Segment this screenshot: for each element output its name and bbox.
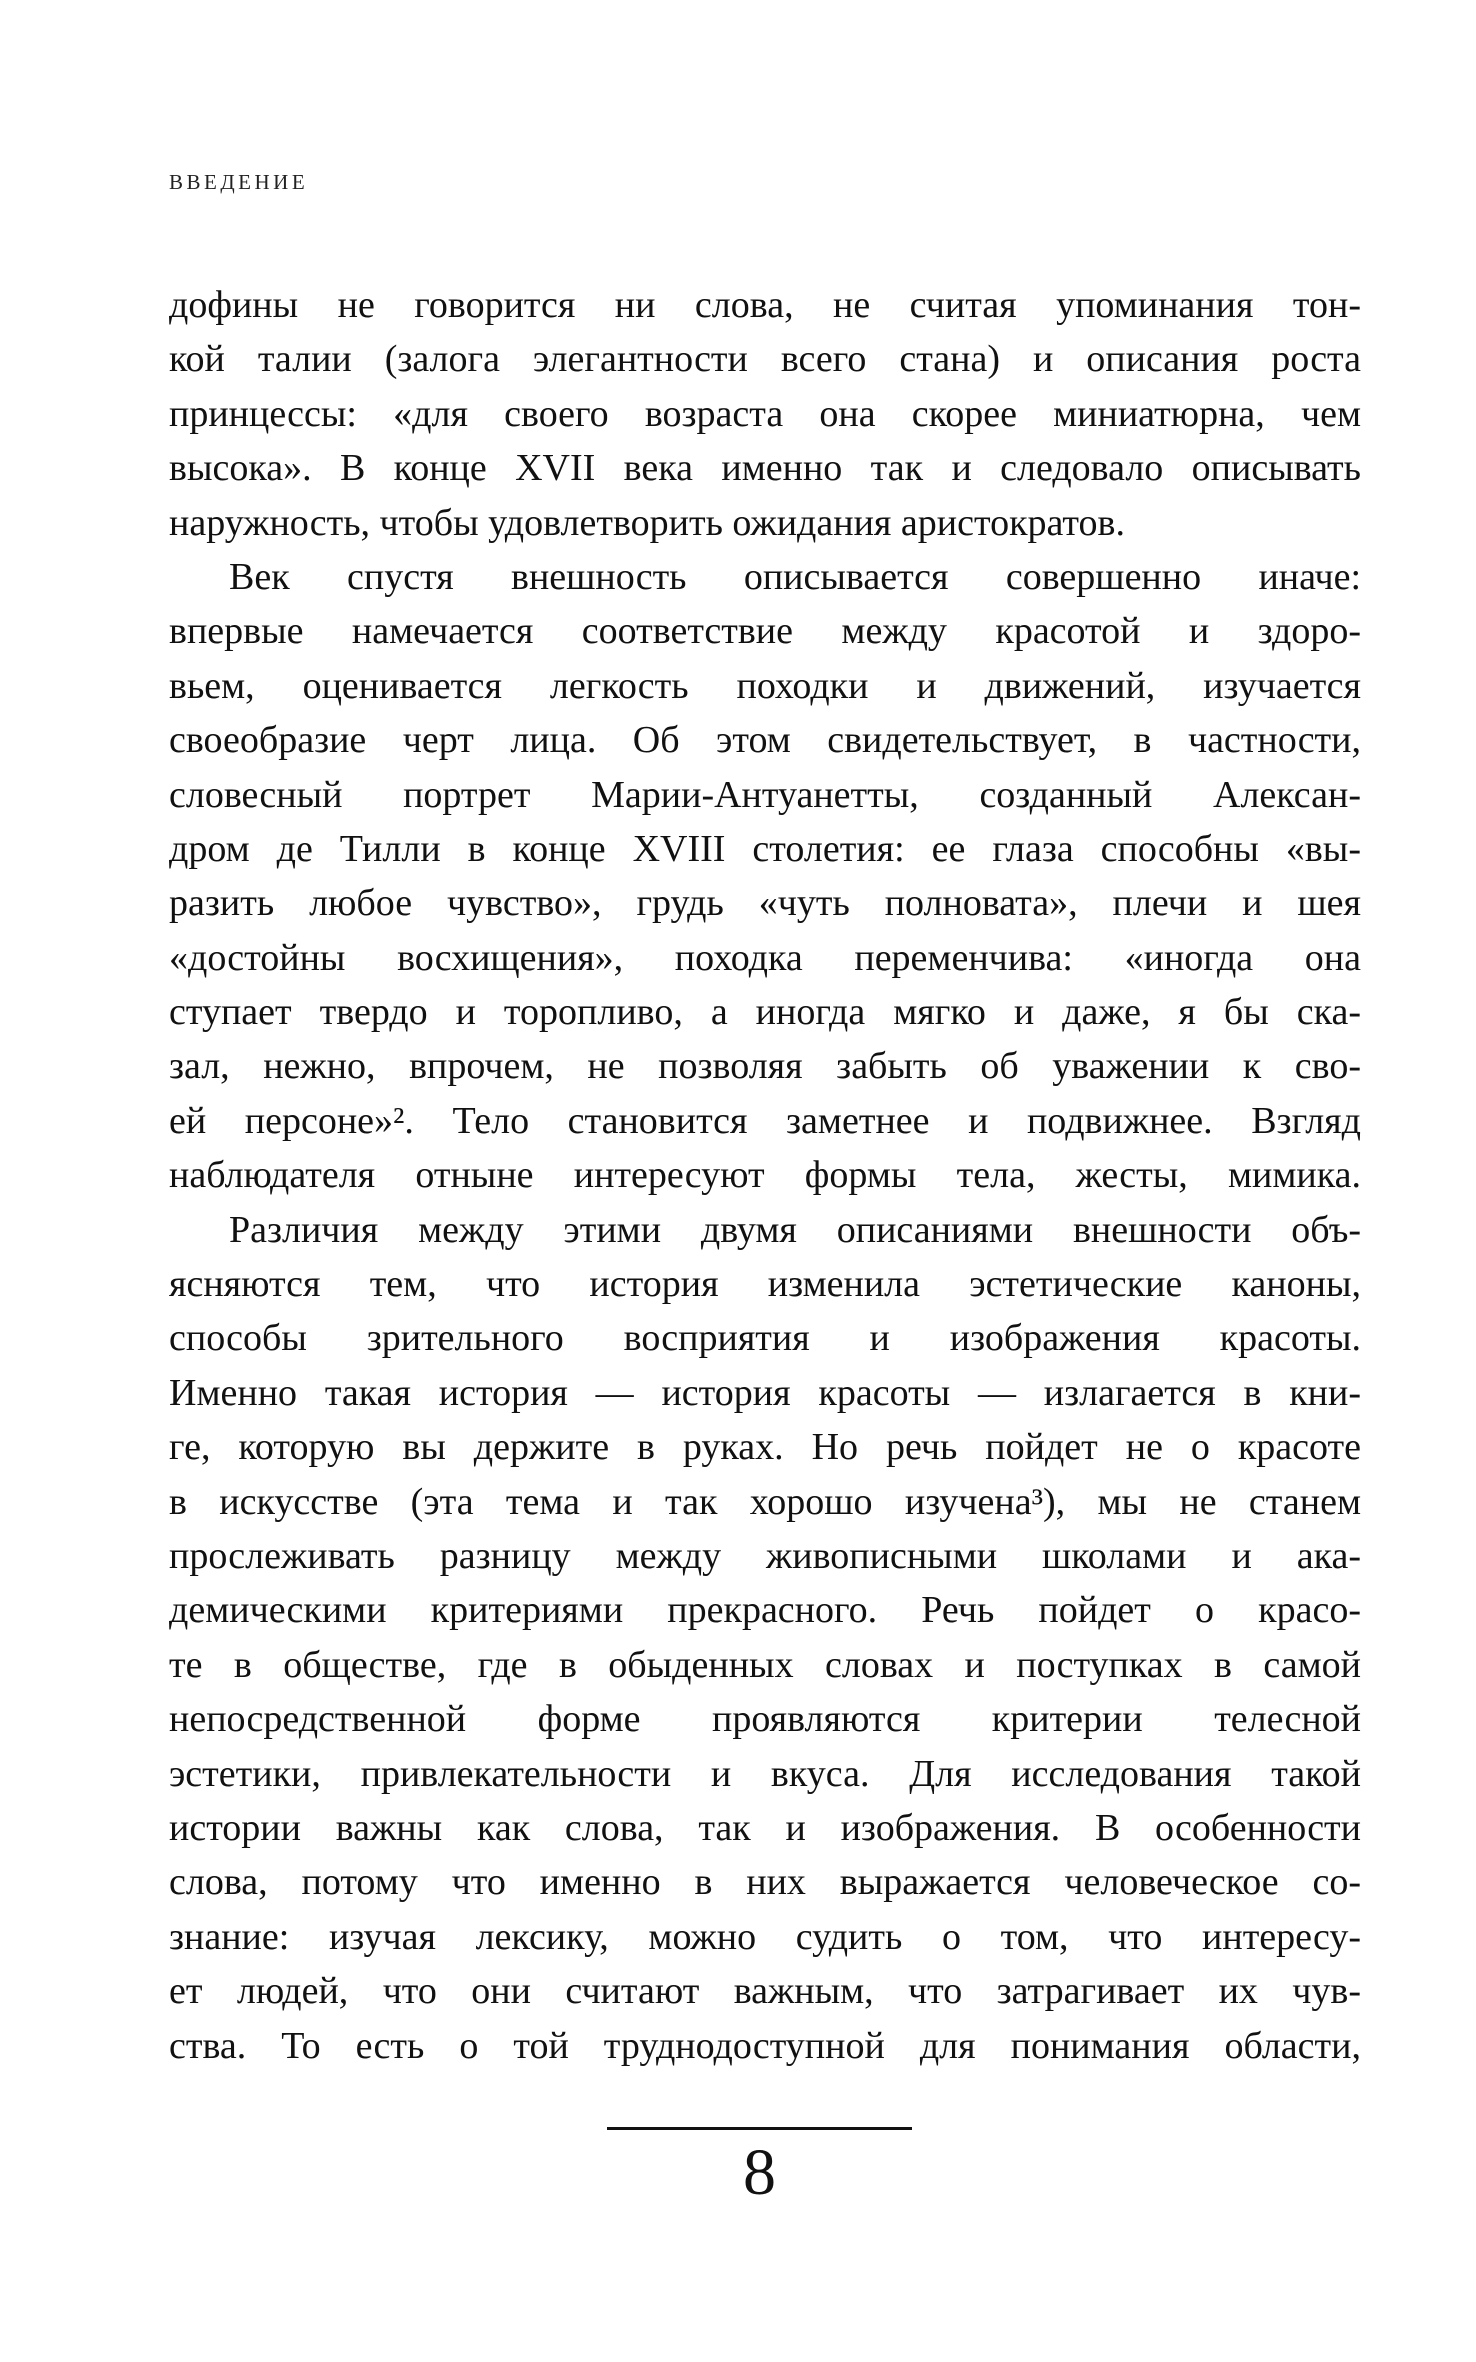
text-line: Век спустя внешность описывается совершенно иначе:	[229, 555, 1361, 598]
text-line: высока». В конце XVII века именно так и следовало описывать	[169, 447, 1361, 490]
text-line: своеобразие черт лица. Об этом свидетельствует, в частности,	[169, 719, 1361, 762]
text-line: дром де Тилли в конце XVIII столетия: ее глаза способны «вы-	[169, 827, 1361, 870]
text-line: дофины не говорится ни слова, не считая упоминания тон-	[169, 284, 1361, 326]
text-line: наблюдателя отныне интересуют формы тела, жесты, мимика.	[169, 1154, 1361, 1197]
text-line: вьем, оценивается легкость походки и движений, изучается	[169, 664, 1361, 707]
text-line: впервые намечается соответствие между красотой и здоро-	[169, 610, 1361, 653]
text-line: кой талии (залога элегантности всего стана) и описания роста	[169, 338, 1361, 381]
page-number: 8	[743, 2136, 776, 2209]
text-line: непосредственной форме проявляются критерии телесной	[169, 1698, 1361, 1741]
page-number-rule	[607, 2127, 912, 2130]
text-line: ясняются тем, что история изменила эстетические каноны,	[169, 1263, 1361, 1306]
text-line: ей персоне»². Тело становится заметнее и подвижнее. Взгляд	[169, 1099, 1361, 1142]
text-line: демическими критериями прекрасного. Речь пойдет о красо-	[169, 1589, 1361, 1632]
text-line: зал, нежно, впрочем, не позволяя забыть об уважении к сво-	[169, 1045, 1361, 1088]
text-line: в искусстве (эта тема и так хорошо изучена³), мы не станем	[169, 1480, 1361, 1523]
text-line: знание: изучая лексику, можно судить о том, что интересу-	[169, 1915, 1361, 1958]
text-line: слова, потому что именно в них выражается человеческое со-	[169, 1861, 1361, 1904]
text-line: прослеживать разницу между живописными школами и ака-	[169, 1534, 1361, 1577]
text-line: словесный портрет Марии-Антуанетты, созданный Алексан-	[169, 773, 1361, 816]
text-line: ет людей, что они считают важным, что затрагивает их чув-	[169, 1970, 1361, 2013]
text-line: те в обществе, где в обыденных словах и поступках в самой	[169, 1643, 1361, 1686]
text-line: наружность, чтобы удовлетворить ожидания аристократов.	[169, 501, 1125, 544]
text-line: ге, которую вы держите в руках. Но речь пойдет не о красоте	[169, 1426, 1361, 1469]
body-text	[169, 278, 1361, 2073]
text-line: ступает твердо и торопливо, а иногда мягко и даже, я бы ска-	[169, 991, 1361, 1034]
text-line: истории важны как слова, так и изображения. В особенности	[169, 1806, 1361, 1849]
text-line: разить любое чувство», грудь «чуть полновата», плечи и шея	[169, 882, 1361, 925]
text-line: принцессы: «для своего возраста она скорее миниатюрна, чем	[169, 392, 1361, 435]
text-line: способы зрительного восприятия и изображения красоты.	[169, 1317, 1361, 1360]
text-line: «достойны восхищения», походка переменчива: «иногда она	[169, 936, 1361, 979]
text-line: эстетики, привлекательности и вкуса. Для исследования такой	[169, 1752, 1361, 1795]
text-line: Различия между этими двумя описаниями внешности объ-	[229, 1208, 1361, 1251]
running-head: ВВЕДЕНИЕ	[169, 170, 309, 194]
text-line: ства. То есть о той труднодоступной для понимания области,	[169, 2024, 1361, 2067]
text-line: Именно такая история — история красоты — излагается в кни-	[169, 1371, 1361, 1414]
